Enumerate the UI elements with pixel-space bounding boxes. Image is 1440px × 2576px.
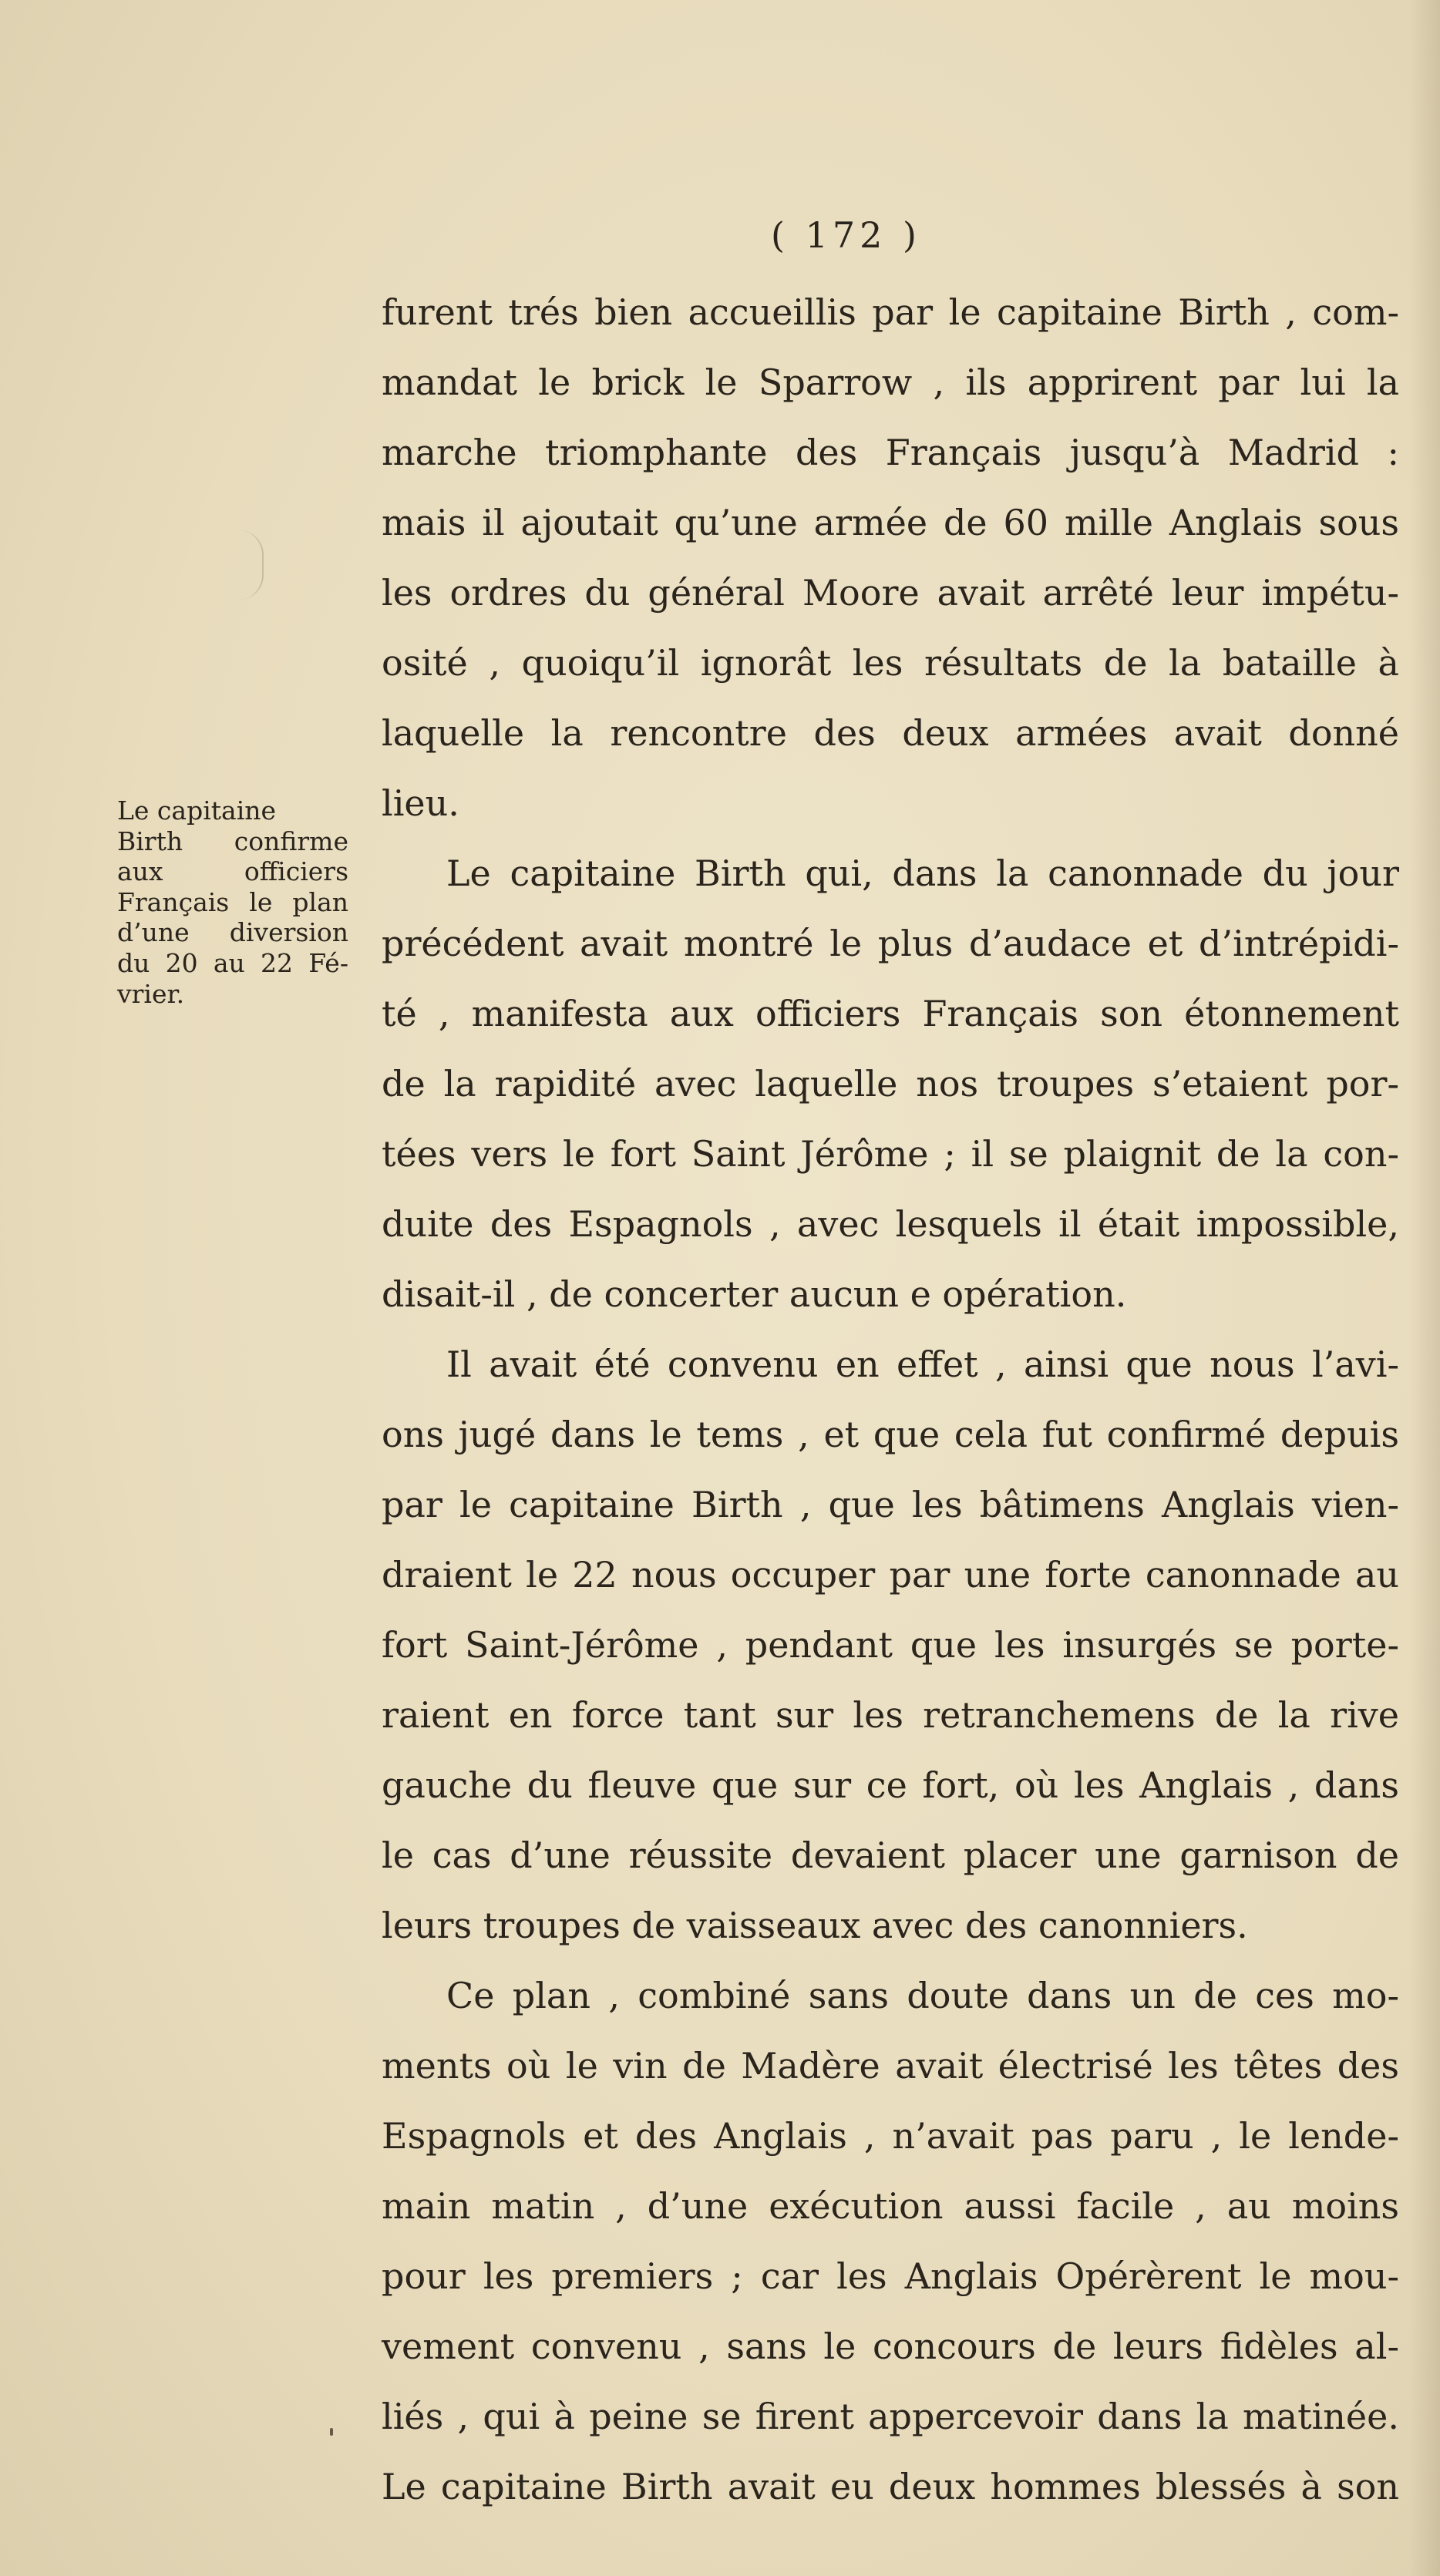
text-line: Le capitaine Birth qui, dans la canonnade du jour (446, 853, 1399, 894)
margin-note-line: aux officiers (117, 856, 348, 887)
text-line: leurs troupes de vaisseaux avec des canonniers. (382, 1905, 1248, 1946)
text-line: ments où le vin de Madère avait électrisé les têtes des (382, 2045, 1399, 2087)
text-line: précédent avait montré le plus d’audace et d’intrépidi- (382, 923, 1399, 964)
text-line: disait-il , de concerter aucun e opération. (382, 1273, 1127, 1315)
margin-note-line: Birth confirme (117, 826, 348, 856)
body-text (382, 277, 1399, 2522)
text-line: osité , quoiqu’il ignorât les résultats de la bataille à (382, 642, 1399, 684)
text-line: main matin , d’une exécution aussi facile , au moins (382, 2185, 1399, 2227)
margin-note-line: d’une diversion (117, 917, 348, 948)
text-line: mandat le brick le Sparrow , ils apprirent par lui la (382, 362, 1399, 403)
text-line: Le capitaine Birth avait eu deux hommes blessés à son (382, 2466, 1399, 2507)
text-line: ons jugé dans le tems , et que cela fut confirmé depuis (382, 1414, 1399, 1455)
page-edge-shadow (1409, 0, 1440, 2576)
text-line: té , manifesta aux officiers Français son étonnement (382, 993, 1399, 1034)
margin-note-line: vrier. (117, 978, 185, 1009)
bleed-through-mark (239, 530, 264, 600)
margin-note-line: du 20 au 22 Fé- (117, 947, 348, 978)
text-line: fort Saint-Jérôme , pendant que les insurgés se porte- (382, 1624, 1399, 1666)
text-line: les ordres du général Moore avait arrêté leur impétu- (382, 572, 1399, 614)
text-line: Il avait été convenu en effet , ainsi que nous l’avi- (446, 1343, 1399, 1385)
text-line: le cas d’une réussite devaient placer une garnison de (382, 1834, 1399, 1876)
text-line: duite des Espagnols , avec lesquels il était impossible, (382, 1203, 1399, 1245)
page-number: ( 172 ) (771, 214, 921, 256)
text-line: Ce plan , combiné sans doute dans un de ces mo- (446, 1975, 1399, 2016)
text-line: de la rapidité avec laquelle nos troupes s’etaient por- (382, 1063, 1399, 1105)
text-line: draient le 22 nous occuper par une forte canonnade au (382, 1554, 1399, 1596)
text-line: furent trés bien accueillis par le capitaine Birth , com- (382, 291, 1399, 333)
margin-note-line: Le capitaine (117, 795, 277, 826)
ink-speck (330, 2428, 333, 2436)
text-line: lieu. (382, 782, 459, 824)
text-line: laquelle la rencontre des deux armées avait donné (382, 712, 1399, 754)
text-line: Espagnols et des Anglais , n’avait pas paru , le lende- (382, 2115, 1399, 2157)
text-line: tées vers le fort Saint Jérôme ; il se plaignit de la con- (382, 1133, 1399, 1175)
text-line: raient en force tant sur les retranchemens de la rive (382, 1694, 1399, 1736)
text-line: pour les premiers ; car les Anglais Opérèrent le mou- (382, 2255, 1399, 2297)
text-line: liés , qui à peine se firent appercevoir dans la matinée. (382, 2396, 1399, 2437)
text-line: marche triomphante des Français jusqu’à Madrid : (382, 432, 1399, 473)
text-line: mais il ajoutait qu’une armée de 60 mille Anglais sous (382, 502, 1399, 543)
text-line: gauche du fleuve que sur ce fort, où les Anglais , dans (382, 1764, 1399, 1806)
text-line: vement convenu , sans le concours de leurs fidèles al- (382, 2325, 1399, 2367)
margin-note (117, 795, 348, 1009)
margin-note-line: Français le plan (117, 886, 348, 917)
text-line: par le capitaine Birth , que les bâtimens Anglais vien- (382, 1484, 1399, 1525)
